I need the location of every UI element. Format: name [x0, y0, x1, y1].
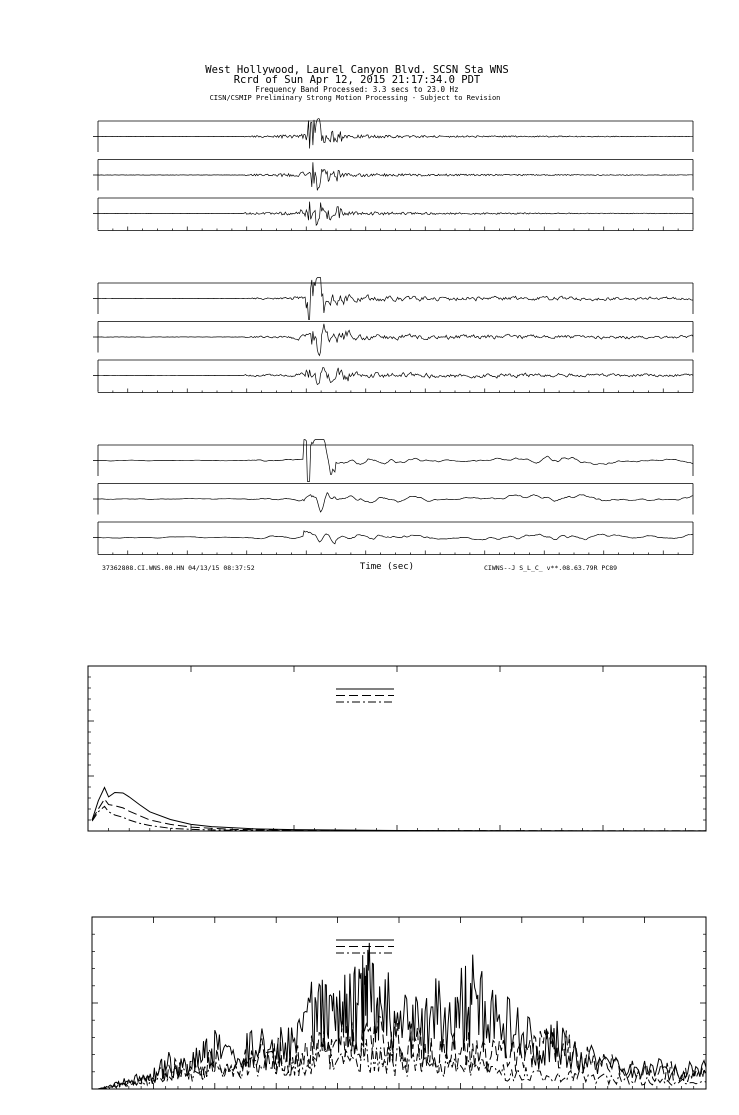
series-line-2 — [98, 1016, 706, 1089]
series-line-1 — [92, 788, 706, 831]
series-line-2 — [92, 799, 706, 831]
header-record: Rcrd of Sun Apr 12, 2015 21:17:34.0 PDT — [233, 74, 481, 86]
series-line-3 — [98, 1036, 706, 1089]
time-series-panels — [93, 119, 693, 555]
header-band: Frequency Band Processed: 3.3 secs to 23.0 Hz — [255, 85, 459, 94]
velocity-fourier-spectrum-chart — [92, 917, 706, 1089]
channel-waveform — [98, 324, 693, 356]
channel-waveform — [98, 440, 693, 482]
channel-waveform — [98, 162, 693, 190]
footer-left-id: 37362808.CI.WNS.00.HN 04/13/15 08:37:52 — [102, 564, 255, 572]
plot-frame — [92, 917, 706, 1089]
plot-frame — [88, 666, 706, 831]
spectral-acceleration-chart — [88, 666, 706, 831]
header-note: CISN/CSMIP Preliminary Strong Motion Processing - Subject to Revision — [209, 94, 501, 102]
header-station: West Hollywood, Laurel Canyon Blvd. SCSN Sta WNS — [205, 64, 509, 76]
channel-waveform — [98, 119, 693, 149]
channel-waveform — [98, 278, 693, 320]
report-header — [205, 64, 508, 102]
channel-waveform — [98, 368, 693, 385]
series-line-3 — [92, 806, 706, 831]
channel-waveform — [98, 493, 693, 512]
channel-waveform — [98, 531, 693, 544]
footer-right-id: CIWNS--J S_L_C_ v**.08.63.79R PC89 — [484, 564, 618, 572]
channel-waveform — [98, 202, 693, 226]
time-axis-footer — [102, 562, 617, 572]
time-axis-label: Time (sec) — [359, 562, 415, 572]
